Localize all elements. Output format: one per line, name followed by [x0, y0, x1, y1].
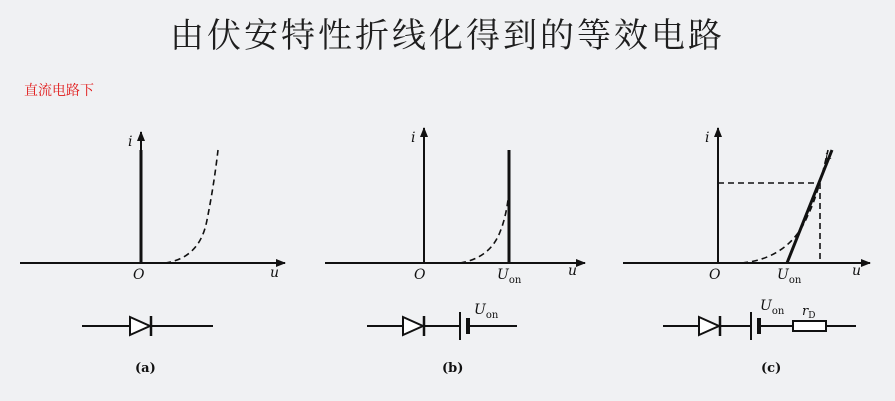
panel-b-source-label: $U_{on}$ [474, 302, 499, 321]
panel-c-piecewise-linear [787, 150, 832, 263]
panel-c-actual-curve [742, 150, 828, 263]
panel-a-u-label: u [270, 265, 280, 281]
panel-b-circuit [367, 302, 517, 340]
panel-b-actual-curve [460, 190, 509, 263]
panel-a-i-label: i [128, 134, 133, 150]
panel-b-i-label: i [411, 130, 416, 146]
diode-icon [403, 316, 424, 336]
panel-c-u-curve-label: u [825, 149, 833, 162]
panel-a [20, 132, 285, 376]
diode-icon [130, 316, 151, 336]
panel-a-circuit [82, 316, 213, 336]
panel-a-origin-label: O [133, 267, 145, 283]
panel-c-origin-label: O [709, 267, 721, 283]
panel-b-iv-graph [325, 128, 585, 286]
panel-c-i-label: i [705, 130, 710, 146]
panel-a-actual-curve [165, 150, 218, 263]
panel-c-u-label: u [852, 263, 862, 279]
panel-c [623, 128, 870, 376]
panel-c-iv-graph [623, 128, 870, 286]
panel-a-iv-graph [20, 132, 285, 283]
panel-c-source-label: $U_{on}$ [760, 298, 785, 317]
panel-b-caption: (b) [442, 361, 464, 376]
panel-b [325, 128, 585, 376]
battery-icon [460, 312, 468, 340]
panel-b-u-label: u [568, 263, 578, 279]
panel-b-origin-label: O [414, 267, 426, 283]
panel-c-threshold-label: $U_{on}$ [777, 267, 802, 286]
panel-c-resistor-label: $r_D$ [802, 304, 816, 321]
diode-icon [699, 316, 720, 336]
panel-b-threshold-label: $U_{on}$ [497, 267, 522, 286]
resistor-icon [793, 321, 826, 331]
dc-condition-label: 直流电路下 [24, 83, 94, 99]
panel-c-caption: (c) [761, 361, 782, 376]
panel-c-circuit [663, 298, 856, 340]
panel-a-caption: (a) [135, 361, 156, 376]
page-title: 由伏安特性折线化得到的等效电路 [170, 16, 725, 56]
battery-icon [751, 312, 759, 340]
